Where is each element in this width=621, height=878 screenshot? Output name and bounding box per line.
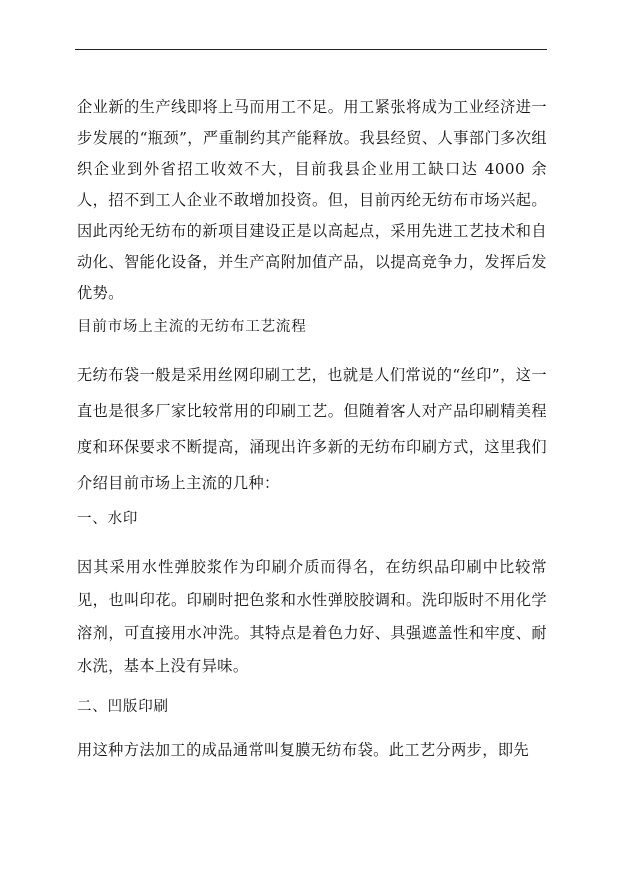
paragraph-gravure-print: 用这种方法加工的成品通常叫复膜无纺布袋。此工艺分两步，即先 bbox=[77, 741, 530, 759]
paragraph-water-print: 因其采用水性弹胶浆作为印刷介质而得名，在纺织品印刷中比较常见，也叫印花。印刷时把色浆和水性弹胶胶调和。洗印版时不用化学溶剂，可直接用水冲洗。其特点是着色力好、具强遮盖性和牢度、耐水洗，基本上没有异味。 bbox=[77, 558, 547, 675]
section-heading-water-print: 一、水印 bbox=[77, 511, 139, 527]
document-body bbox=[77, 92, 547, 766]
section-heading-mainstream-process: 目前市场上主流的无纺布工艺流程 bbox=[77, 319, 307, 335]
header-rule bbox=[75, 49, 547, 50]
paragraph-printing-intro: 无纺布袋一般是采用丝网印刷工艺，也就是人们常说的“丝印”，这一直也是很多厂家比较常用的印刷工艺。但随着客人对产品印刷精美程度和环保要求不断提高，涌现出许多新的无纺布印刷方式，这里我们介绍目前市场上主流的几种： bbox=[77, 366, 547, 492]
paragraph-labor-shortage: 企业新的生产线即将上马而用工不足。用工紧张将成为工业经济进一步发展的“瓶颈”，严重制约其产能释放。我县经贸、人事部门多次组织企业到外省招工收效不大，目前我县企业用工缺口达 4000 余人，招不到工人企业不敢增加投资。但，目前丙纶无纺布市场兴起。因此丙纶无纺布的新项目建设正是以高起点，采用先进工艺技术和自动化、智能化设备，并生产高附加值产品，以提高竞争力，发挥后发优势。 bbox=[77, 98, 547, 302]
section-heading-gravure-print: 二、凹版印刷 bbox=[77, 699, 169, 715]
